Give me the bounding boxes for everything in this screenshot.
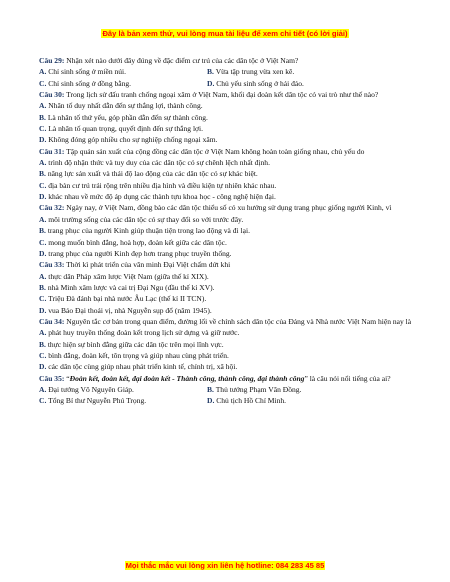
- option-b: B. nhà Minh xâm lược và cai trị Đại Ngu (đầu thế kỉ XV).: [39, 282, 215, 292]
- option-d: D. khác nhau về mức độ áp dụng các thành tựu khoa học - công nghệ hiện đại.: [39, 192, 276, 202]
- hotline-banner: Mọi thắc mắc vui lòng xin liên hệ hotline: 084 283 45 85: [125, 561, 325, 570]
- option-c: C. Là nhân tố quan trọng, quyết định đến sự thắng lợi.: [39, 124, 204, 134]
- option-c: C. địa bàn cư trú trải rộng trên nhiều địa hình và điều kiện tự nhiên khác nhau.: [39, 180, 277, 190]
- option-a: A. phát huy truyền thống đoàn kết trong lịch sử dựng và giữ nước.: [39, 328, 240, 338]
- option-d: D. các dân tộc cùng giúp nhau phát triển kinh tế, chính trị, xã hội.: [39, 362, 238, 372]
- options-row: [39, 395, 419, 406]
- option-b: B. Thủ tướng Phạm Văn Đồng.: [207, 384, 302, 394]
- question-text: Trong lịch sử đấu tranh chống ngoại xâm ở Việt Nam, khối đại đoàn kết dân tộc có vai trò như thế nào?: [66, 90, 379, 100]
- question-text: Tập quán sản xuất của cộng đồng các dân tộc ở Việt Nam không hoàn toàn giống nhau, chủ yếu do: [66, 146, 365, 156]
- question-29: [39, 55, 419, 66]
- option-c: C. mong muốn bình đẳng, hoà hợp, đoàn kết giữa các dân tộc.: [39, 237, 227, 247]
- option-d: D. Chủ tịch Hồ Chí Minh.: [207, 396, 287, 406]
- question-list: [39, 55, 419, 407]
- question-35: Câu 35: “Đoàn kết, đoàn kết, đại đoàn kết - Thành công, thành công, đại thành công” là câu nói nổi tiếng của ai?: [39, 373, 391, 383]
- option-b: B. thực hiện sự bình đẳng giữa các dân tộc trên mọi lĩnh vực.: [39, 339, 224, 349]
- question-31: [39, 146, 419, 157]
- question-32: [39, 202, 419, 213]
- option-b: B. Vừa tập trung vừa xen kẽ.: [207, 67, 295, 77]
- question-number: Câu 34:: [39, 316, 65, 326]
- question-34: [39, 316, 419, 327]
- options-row: [39, 66, 419, 77]
- question-number: Câu 31:: [39, 146, 65, 156]
- options-row: [39, 384, 419, 395]
- question-text: Nguyên tắc cơ bản trong quan điểm, đường lối về chính sách dân tộc của Đảng và Nhà nước Việt Nam hiện nay là: [66, 316, 412, 326]
- question-number: Câu 32:: [39, 203, 65, 213]
- option-d: D. vua Bảo Đại thoái vị, nhà Nguyễn sụp đổ (năm 1945).: [39, 305, 212, 315]
- quote-text: Đoàn kết, đoàn kết, đại đoàn kết - Thành công, thành công, đại thành công: [69, 373, 305, 383]
- question-number: Câu 33:: [39, 260, 65, 270]
- option-c: C. Tổng Bí thư Nguyễn Phú Trọng.: [39, 396, 147, 406]
- option-a: A. Chỉ sinh sống ở miền núi.: [39, 67, 127, 77]
- option-d: D. trang phục của người Kinh đẹp hơn trang phục truyền thống.: [39, 248, 232, 258]
- option-a: A. Nhân tố duy nhất dẫn đến sự thắng lợi, thành công.: [39, 101, 203, 111]
- question-text: Thời kì phát triển của văn minh Đại Việt chấm dứt khi: [66, 260, 231, 270]
- option-a: A. trình độ nhận thức và tuy duy của các dân tộc có sự chênh lệch nhất định.: [39, 158, 270, 168]
- question-number: Câu 30:: [39, 90, 65, 100]
- question-30: [39, 89, 419, 100]
- question-text: Nhận xét nào dưới đây đúng về đặc điểm cư trú của các dân tộc ở Việt Nam?: [66, 56, 299, 65]
- option-a: A. Đại tướng Võ Nguyên Giáp.: [39, 384, 134, 394]
- option-d: D. Chủ yếu sinh sống ở hải đảo.: [207, 78, 304, 88]
- option-c: C. Chỉ sinh sống ở đồng bằng.: [39, 78, 132, 88]
- question-33: [39, 259, 419, 270]
- option-b: B. trang phục của người Kinh giúp thuận tiện trong lao động và đi lại.: [39, 226, 250, 236]
- option-b: B. Là nhân tố thứ yếu, góp phần dẫn đến sự thành công.: [39, 112, 208, 122]
- option-c: C. Triệu Đà đánh bại nhà nước Âu Lạc (thế kỉ II TCN).: [39, 294, 207, 304]
- preview-notice-banner: Đây là bản xem thử, vui lòng mua tài liệu để xem chi tiết (có lời giải): [102, 29, 348, 38]
- question-number: Câu 35:: [39, 373, 65, 383]
- question-number: Câu 29:: [39, 56, 65, 65]
- option-a: A. thực dân Pháp xâm lược Việt Nam (giữa thế kỉ XIX).: [39, 271, 209, 281]
- option-b: B. năng lực sản xuất và thái độ lao động của các dân tộc có sự khác biệt.: [39, 169, 258, 179]
- options-row: [39, 78, 419, 89]
- option-c: C. bình đẳng, đoàn kết, tôn trọng và giúp nhau cùng phát triển.: [39, 350, 229, 360]
- option-a: A. môi trường sống của các dân tộc có sự thay đổi so với trước đây.: [39, 214, 244, 224]
- question-text: Ngày nay, ở Việt Nam, đồng bào các dân tộc thiểu số có xu hướng sử dụng trang phục giống người Kinh, vì: [66, 203, 392, 213]
- option-d: D. Không đóng góp nhiều cho sự nghiệp chống ngoại xâm.: [39, 135, 218, 145]
